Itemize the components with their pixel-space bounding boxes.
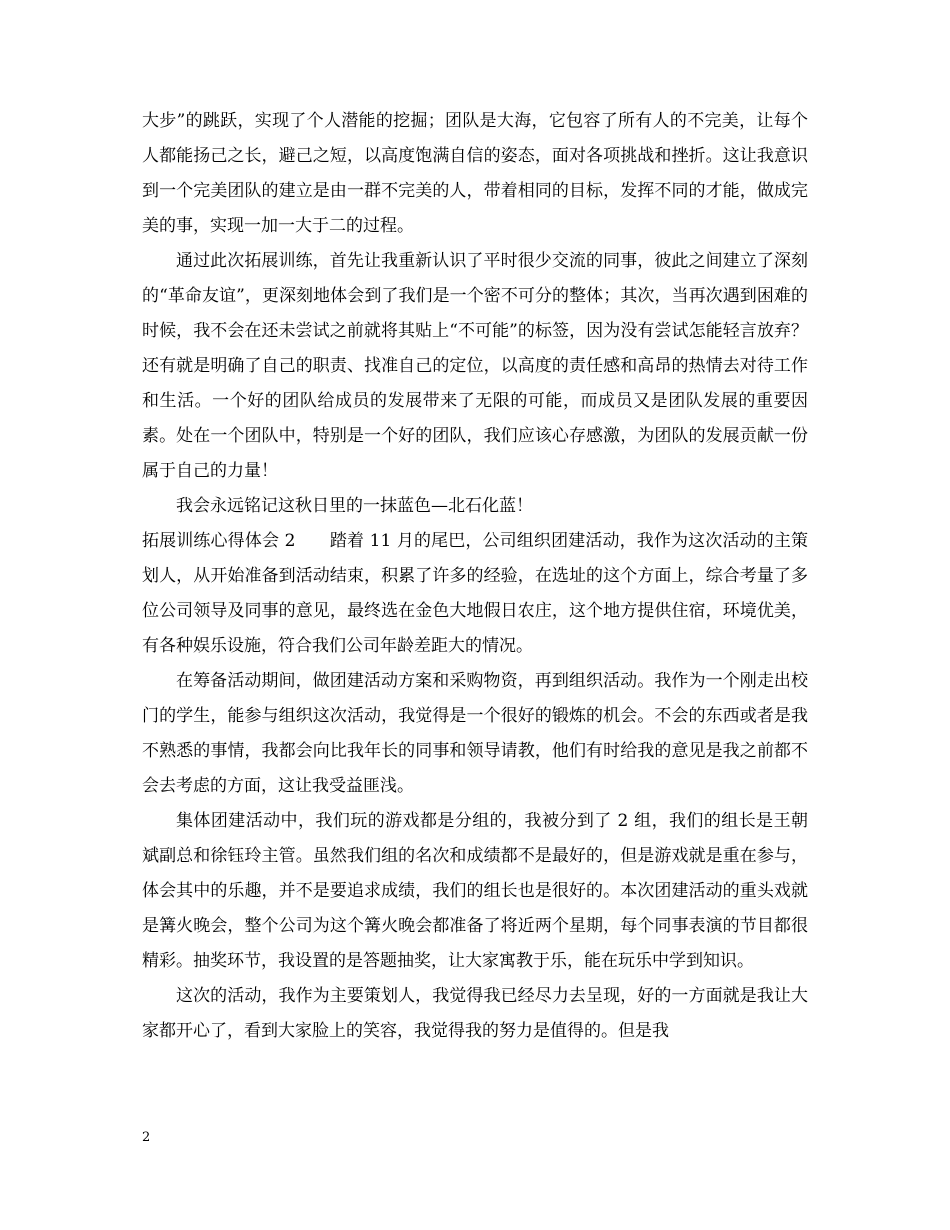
paragraph-1: 大步”的跳跃，实现了个人潜能的挖掘；团队是大海，它包容了所有人的不完美，让每个人都能扬己之长，避己之短，以高度饱满自信的姿态，面对各项挑战和挫折。这让我意识到一个完美团队的建立是由一群不完美的人，带着相同的目标，发挥不同的才能，做成完美的事，实现一加一大于二的过程。 — [142, 111, 808, 236]
paragraph-7: 这次的活动，我作为主要策划人，我觉得我已经尽力去呈现，好的一方面就是我让大家都开心了，看到大家脸上的笑容，我觉得我的努力是值得的。但是我 — [142, 986, 808, 1041]
page-number: 2 — [142, 1130, 151, 1145]
paragraph-5: 在筹备活动期间，做团建活动方案和采购物资，再到组织活动。我作为一个刚走出校门的学生，能参与组织这次活动，我觉得是一个很好的锻炼的机会。不会的东西或者是我不熟悉的事情，我都会向比我年长的同事和领导请教，他们有时给我的意见是我之前都不会去考虑的方面，这让我受益匪浅。 — [142, 671, 808, 796]
paragraph-2: 通过此次拓展训练，首先让我重新认识了平时很少交流的同事，彼此之间建立了深刻的“革命友谊”，更深刻地体会到了我们是一个密不可分的整体；其次，当再次遇到困难的时候，我不会在还未尝试之前就将其贴上“不可能”的标签，因为没有尝试怎能轻言放弃？还有就是明确了自己的职责、找准自己的定位，以高度的责任感和高昂的热情去对待工作和生活。一个好的团队给成员的发展带来了无限的可能，而成员又是团队发展的重要因素。处在一个团队中，特别是一个好的团队，我们应该心存感激，为团队的发展贡献一份属于自己的力量！ — [142, 251, 808, 481]
paragraph-3: 我会永远铭记这秋日里的一抹蓝色—北石化蓝！ — [176, 496, 533, 516]
paragraph-4: 拓展训练心得体会 2 踏着 11 月的尾巴，公司组织团建活动，我作为这次活动的主策划人，从开始准备到活动结束，积累了许多的经验，在选址的这个方面上，综合考量了多位公司领导及同事的意见，最终选在金色大地假日农庄，这个地方提供住宿，环境优美，有各种娱乐设施，符合我们公司年龄差距大的情况。 — [142, 531, 808, 656]
paragraph-6: 集体团建活动中，我们玩的游戏都是分组的，我被分到了 2 组，我们的组长是王朝斌副总和徐钰玲主管。虽然我们组的名次和成绩都不是最好的，但是游戏就是重在参与，体会其中的乐趣，并不是要追求成绩，我们的组长也是很好的。本次团建活动的重头戏就是篝火晚会，整个公司为这个篝火晚会都准备了将近两个星期，每个同事表演的节目都很精彩。抽奖环节，我设置的是答题抽奖，让大家寓教于乐，能在玩乐中学到知识。 — [142, 811, 808, 971]
body-text — [142, 104, 808, 1049]
